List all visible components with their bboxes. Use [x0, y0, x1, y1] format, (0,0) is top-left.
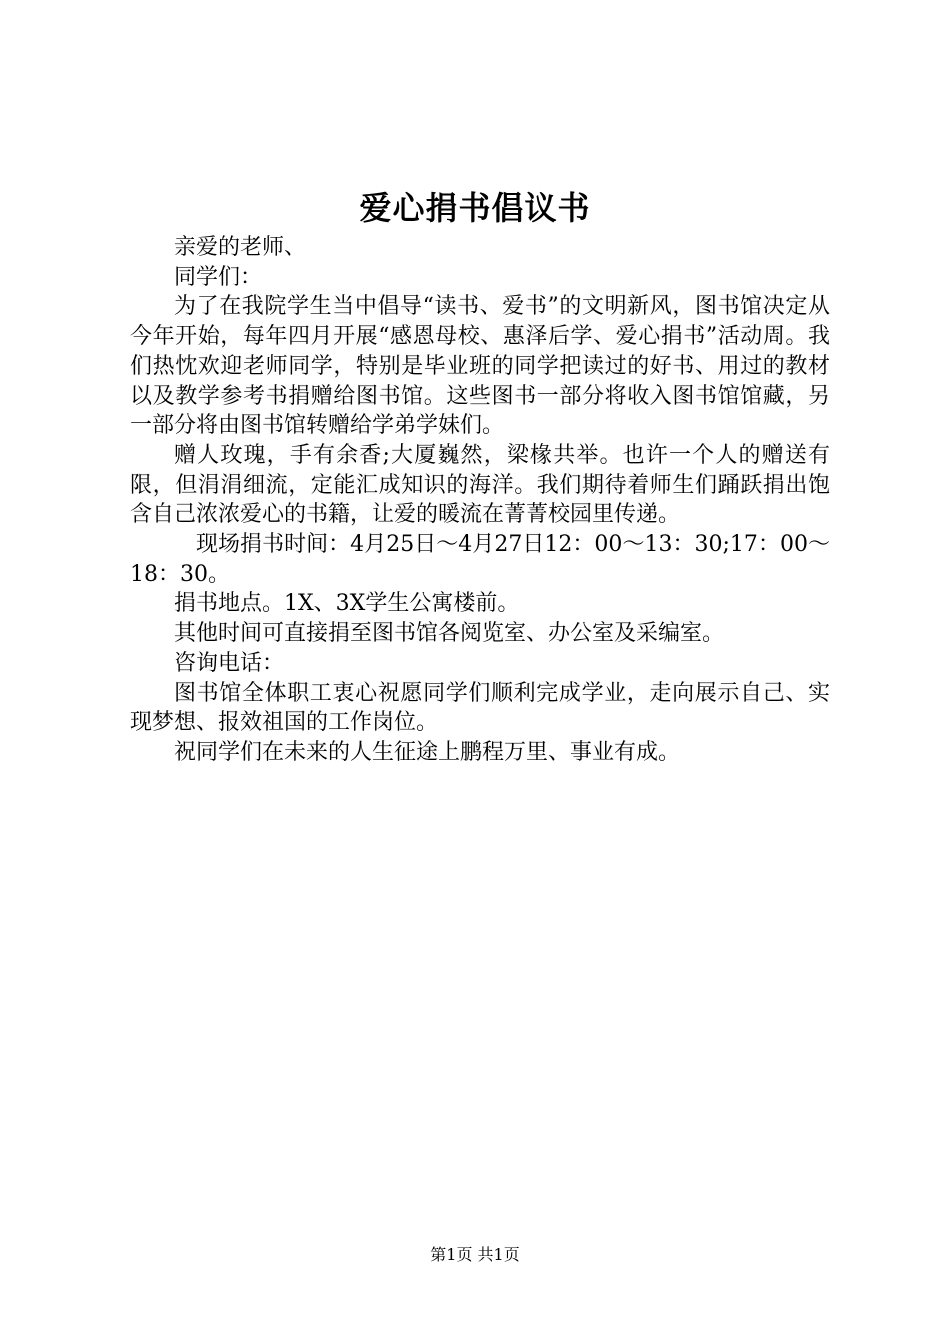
paragraph-other-times: 其他时间可直接捐至图书馆各阅览室、办公室及采编室。: [174, 621, 725, 647]
greeting-line-1: 亲爱的老师、: [174, 235, 307, 260]
greeting-line-2: 同学们：: [174, 264, 263, 290]
paragraph-donation-time: 现场捐书时间：4月25日～4月27日12：00～13：30;17：00～18：30。: [130, 532, 830, 587]
paragraph-donation-location: 捐书地点。1X、3X学生公寓楼前。: [174, 591, 520, 617]
page-number: 第1页 共1页: [430, 1245, 520, 1264]
document-body: [130, 233, 830, 768]
paragraph-contact-phone: 咨询电话：: [174, 650, 285, 676]
paragraph-intro: 为了在我院学生当中倡导“读书、爱书”的文明新风，图书馆决定从今年开始，每年四月开展“感恩母校、惠泽后学、爱心捐书”活动周。我们热忱欢迎老师同学，特别是毕业班的同学把读过的好书、用过的教材以及教学参考书捐赠给图书馆。这些图书一部分将收入图书馆馆藏，另一部分将由图书馆转赠给学弟学妹们。: [130, 294, 830, 439]
paragraph-appeal: 赠人玫瑰，手有余香;大厦巍然，梁椽共举。也许一个人的赠送有限，但涓涓细流，定能汇成知识的海洋。我们期待着师生们踊跃捐出饱含自己浓浓爱心的书籍，让爱的暖流在菁菁校园里传递。: [130, 442, 830, 528]
paragraph-closing: 祝同学们在未来的人生征途上鹏程万里、事业有成。: [174, 739, 681, 765]
paragraph-wishes: 图书馆全体职工衷心祝愿同学们顺利完成学业，走向展示自己、实现梦想、报效祖国的工作岗位。: [130, 680, 830, 736]
document-title: 爱心捐书倡议书: [359, 189, 591, 227]
